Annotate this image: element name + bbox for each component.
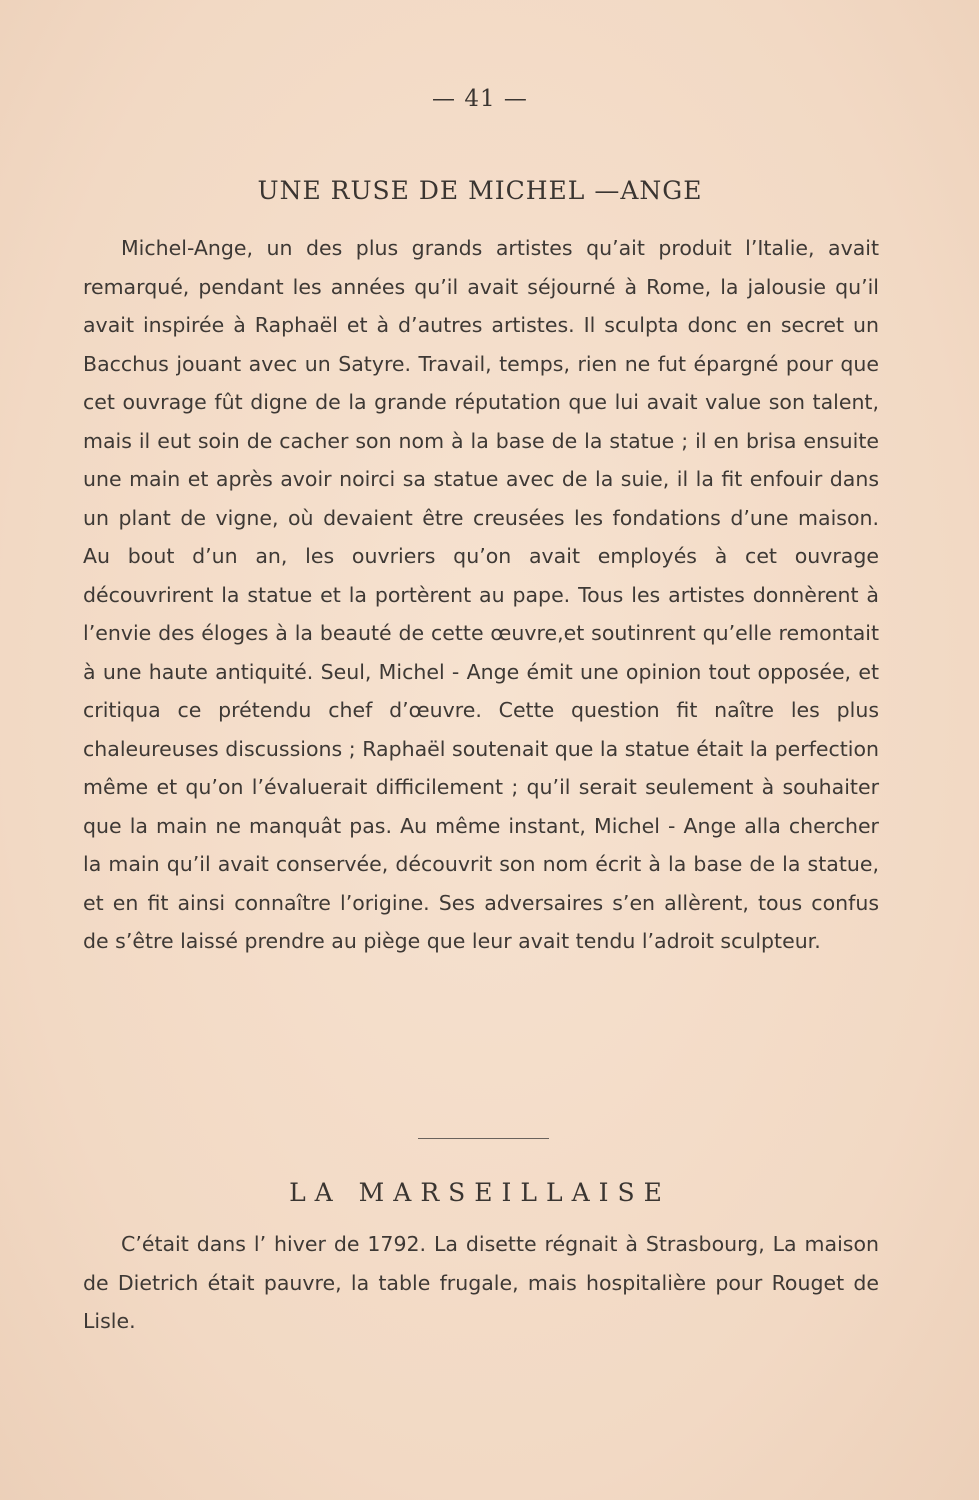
paragraph-michel-ange: Michel-Ange, un des plus grands artistes qu’ait produit l’Italie, avait remarqué, pendant les années qu’il avait séjourné à Rome, la jalousie qu’il avait inspirée à Raphaël et à d’autres artistes. Il sculpta donc en secret un Bacchus jouant avec un Satyre. Travail, temps, rien ne fut épargné pour que cet ouvrage fût digne de la grande réputation que lui avait value son talent, mais il eut soin de cacher son nom à la base de la statue ; il en brisa ensuite une main et après avoir noirci sa statue avec de la suie, il la fit enfouir dans un plant de vigne, où devaient être creusées les fondations d’une maison. Au bout d’un an, les ouvriers qu’on avait employés à cet ouvrage découvrirent la statue et la portèrent au pape. Tous les artistes donnèrent à l’envie des éloges à la beauté de cette œuvre,et soutinrent qu’elle remontait à une haute antiquité. Seul, Michel - Ange émit une opinion tout opposée, et critiqua ce prétendu chef d’œuvre. Cette question fit naître les plus chaleureuses discussions ; Raphaël soutenait que la statue était la perfection même et qu’on l’évaluerait difficilement ; qu’il serait seulement à souhaiter que la main ne manquât pas. Au même instant, Michel - Ange alla chercher la main qu’il avait conservée, découvrit son nom écrit à la base de la statue, et en fit ainsi connaître l’origine. Ses adversaires s’en allèrent, tous confus de s’être laissé prendre au piège que leur avait tendu l’adroit sculpteur. (83, 236, 879, 953)
section-title-michel-ange: UNE RUSE DE MICHEL —ANGE (257, 176, 703, 205)
section-title-marseillaise: LA MARSEILLAISE (289, 1178, 671, 1207)
section-divider (418, 1138, 549, 1139)
page-number: — 41 — (432, 86, 528, 112)
paragraph-marseillaise: C’était dans l’ hiver de 1792. La disette régnait à Strasbourg, La maison de Dietrich était pauvre, la table frugale, mais hospitalière pour Rouget de Lisle. (83, 1232, 879, 1333)
